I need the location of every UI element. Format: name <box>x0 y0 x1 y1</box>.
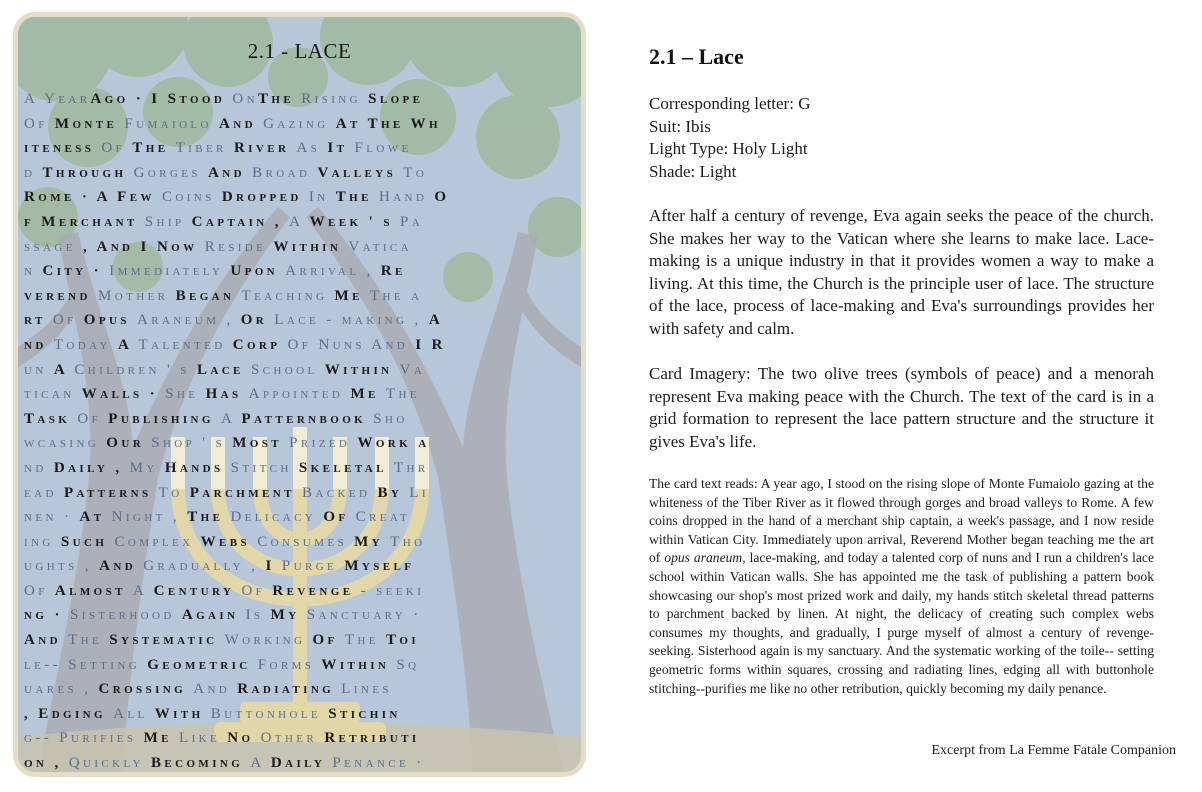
card-text-segment: Backed <box>302 484 378 501</box>
card-text-segment: verend <box>24 287 98 304</box>
card-text-segment: Mother <box>98 287 176 304</box>
card-text-segment: tican <box>24 386 82 403</box>
card-text-segment: Geometric <box>147 656 258 673</box>
card-text-segment: Corp <box>232 336 288 353</box>
card-text-segment: Upon <box>230 263 286 280</box>
card-text-segment: Appointed <box>248 386 351 403</box>
card-text-segment: The <box>335 189 379 206</box>
card-text-grid <box>24 87 578 772</box>
card-text-segment: Gradually , <box>143 558 266 575</box>
card-text-segment: Work a <box>357 435 430 452</box>
card-text-row <box>24 628 578 653</box>
card-text-segment: Thr <box>393 459 429 476</box>
card-text-segment: Webs <box>200 533 258 550</box>
card-text-segment: The <box>385 386 420 403</box>
card-text-segment: Setting <box>68 656 148 673</box>
card-text-segment: Me <box>350 386 386 403</box>
card-text-segment: Patternbook <box>241 410 374 427</box>
card-text-segment: d <box>24 164 43 181</box>
card-text-segment: A <box>117 336 139 353</box>
card-text-segment: Publishing <box>108 410 221 427</box>
card-text-segment: Of Nuns <box>287 336 372 353</box>
card-text-segment: Such <box>60 533 115 550</box>
card-text-segment: nen · <box>24 509 80 526</box>
card-text-segment: Va <box>399 361 426 378</box>
card-text-segment: Other <box>260 730 325 747</box>
card-text-segment: Retributi <box>324 730 420 747</box>
card-text-segment: With <box>154 705 211 722</box>
card-text-segment: n <box>24 263 43 280</box>
card-text-row <box>24 284 578 309</box>
card-text-segment: My <box>129 459 165 476</box>
corresponding-letter: Corresponding letter: G <box>649 94 811 113</box>
card-text-row <box>24 554 578 579</box>
card-text-row <box>24 751 578 772</box>
card-text-segment: All <box>113 705 155 722</box>
card-text-row <box>24 677 578 702</box>
light-type: Light Type: Holy Light <box>649 139 808 158</box>
card-text-segment: on , <box>24 755 69 772</box>
card-text-segment: wcasing <box>24 435 107 452</box>
card-text-segment: ng · <box>24 607 71 624</box>
card-title: 2.1 - LACE <box>247 39 352 63</box>
card-text-segment: Forms <box>257 656 322 673</box>
card-text-segment: Merchant <box>41 213 145 230</box>
card-text-segment: Reside <box>204 238 274 255</box>
card-text-segment: Has <box>205 386 249 403</box>
card-text-segment: Working <box>224 632 313 649</box>
card-text-segment: Tiber <box>175 140 234 157</box>
card-text-row <box>24 161 578 186</box>
card-text-excerpt <box>649 475 1154 698</box>
card-text-segment: ssage <box>24 238 83 255</box>
card-text-segment: And <box>208 164 253 181</box>
card-text-segment: Shop ' s <box>151 435 233 452</box>
card-text-segment: Of <box>24 582 55 599</box>
card-text-segment: Of <box>323 509 356 526</box>
card-text-row <box>24 333 578 358</box>
card-text-segment: Systematic <box>109 632 225 649</box>
card-text-segment: Rome · A <box>24 189 118 206</box>
card-text-segment: Daily <box>270 755 333 772</box>
card-text-segment: Immediately <box>109 263 231 280</box>
card-text-segment: Gazing <box>263 115 336 132</box>
card-text-segment: The <box>132 140 176 157</box>
card-text-segment: Of <box>312 632 345 649</box>
card-text-segment: · I Stood <box>128 91 233 107</box>
card-text-segment: Parchment <box>189 484 302 501</box>
card-text-segment: The <box>187 509 231 526</box>
card-text-segment: nd <box>24 336 54 353</box>
card-text-row <box>24 726 578 751</box>
card-text-segment: I R <box>415 336 446 353</box>
card-text-row <box>24 456 578 481</box>
card-text-segment: Our <box>106 435 152 452</box>
card-text-segment: The a <box>369 287 423 304</box>
card-text-segment: My <box>354 533 391 550</box>
card-text-segment: Lace - making , <box>274 312 429 329</box>
card-text-row <box>24 87 578 112</box>
card-text-segment: On <box>232 91 258 107</box>
card-text-segment: Skeletal <box>298 459 394 476</box>
card-text-segment: O <box>434 189 450 206</box>
card-text-segment: It <box>327 140 355 157</box>
card-text-segment: Teaching <box>241 287 335 304</box>
card-text-row <box>24 259 578 284</box>
card-text-segment: Valleys <box>317 164 404 181</box>
card-text-segment: Ago <box>90 91 129 107</box>
card-text-segment: Hands <box>164 459 231 476</box>
card-text-segment: Me <box>334 287 370 304</box>
card-text-segment: A <box>289 213 310 230</box>
card-text-segment: Almost <box>54 582 134 599</box>
card-text-segment: And <box>219 115 264 132</box>
card-text-segment: Most <box>232 435 290 452</box>
card-text-row <box>24 481 578 506</box>
card-text-segment: River <box>233 140 297 157</box>
card-text-segment: A <box>220 410 242 427</box>
card-text-segment: Toi <box>386 632 420 649</box>
card-text-row <box>24 603 578 628</box>
card-text-segment: Becoming <box>150 755 251 772</box>
card-text-segment: And <box>24 632 69 649</box>
card-text-segment: ing <box>24 533 61 550</box>
card-text-segment: Like <box>179 730 228 747</box>
card-text-segment: ughts , <box>24 558 100 575</box>
card-text-segment: The <box>68 632 110 649</box>
card-text-segment: Opus <box>83 312 137 329</box>
card-text-segment: Vatica <box>348 238 412 255</box>
card-text-segment: Me <box>143 730 180 747</box>
card-text-row <box>24 112 578 137</box>
card-text-segment: Coins <box>162 189 222 206</box>
card-text-segment: By <box>377 484 410 501</box>
card-text-row <box>24 653 578 678</box>
card-face <box>18 17 581 772</box>
suit: Suit: Ibis <box>649 116 711 136</box>
card-text-segment: - seeki <box>360 582 425 599</box>
card-text-row <box>24 530 578 555</box>
card-text-segment: Prized <box>289 435 358 452</box>
card-text-segment: Children ' s <box>74 361 197 378</box>
card-text-row <box>24 358 578 383</box>
card-text-segment: Task <box>24 410 78 427</box>
excerpt-source: Excerpt from La Femme Fatale Companion <box>931 743 1176 758</box>
card-text-row <box>24 210 578 235</box>
card-text-segment: g-- <box>24 730 60 747</box>
card-text-segment: Sho <box>373 410 408 427</box>
card-text-row <box>24 235 578 260</box>
card-text-segment: No <box>227 730 261 747</box>
card-attributes <box>649 93 810 183</box>
card-text-segment: iteness <box>24 140 102 157</box>
card-text-segment: Of <box>241 582 273 599</box>
card-text-segment: ead <box>24 484 64 501</box>
card-text-segment: Quickly <box>68 755 151 772</box>
card-text-segment: Began <box>175 287 242 304</box>
card-text-segment: My <box>270 607 307 624</box>
card-text-segment: The <box>257 91 295 107</box>
card-text-segment: , Edging <box>24 705 114 722</box>
card-text-row <box>24 185 578 210</box>
card-text-segment: Night , <box>111 509 188 526</box>
card-text-row <box>24 407 578 432</box>
card-text-row <box>24 702 578 727</box>
card-text-segment: Captain , <box>191 213 290 230</box>
card-text-segment: Stitch <box>230 459 299 476</box>
card-text-segment: Buttonhole <box>210 705 329 722</box>
card-text-segment: At The Wh <box>335 115 441 132</box>
card-text-segment: And <box>371 336 416 353</box>
card-text-segment: uares , <box>24 681 99 698</box>
card-text-segment: le-- <box>24 656 69 673</box>
card-text-segment: Stichin <box>328 705 401 722</box>
card-text-segment: Penance · <box>332 755 425 772</box>
card-text-segment: Century <box>153 582 242 599</box>
card-text-segment: Through <box>42 164 134 181</box>
card-text-segment: Or <box>240 312 275 329</box>
card-text-segment: A <box>250 755 271 772</box>
story-paragraph: After half a century of revenge, Eva again seeks the peace of the church. She makes her way to the Vatican where she learns to make lace. Lace-making is a unique industry in that it provides women a way to make a living. At this time, the Church is the principle user of lace. The structure of the lace, process of lace-making and Eva's surroundings provides her with safety and calm. <box>649 206 1154 338</box>
card-text-segment: Again <box>181 607 246 624</box>
section-heading: 2.1 – Lace <box>649 44 744 69</box>
card-text-segment: She <box>165 386 206 403</box>
card-text-segment: Of <box>24 115 55 132</box>
card-text-segment: Purifies <box>59 730 144 747</box>
card-text-segment: As <box>296 140 328 157</box>
card-text-segment: A Year <box>24 91 91 107</box>
card-text-segment: Lace <box>196 361 251 378</box>
card-text-segment: Daily , <box>53 459 130 476</box>
card-text-segment: Flowe <box>354 140 412 157</box>
card-text-segment: Re <box>380 263 406 280</box>
card-text-row <box>24 308 578 333</box>
card-text-segment: Sanctuary · <box>306 607 422 624</box>
card-text-segment: City · <box>42 263 110 280</box>
card-text-segment: I <box>265 558 282 575</box>
card-text-segment: Dropped <box>221 189 309 206</box>
card-text-segment: Purge <box>281 558 345 575</box>
excerpt-italic: opus araneum <box>664 550 743 566</box>
card-text-segment: , And I <box>83 238 157 255</box>
card-text-segment: f <box>24 213 42 230</box>
card-text-segment: Li <box>409 484 429 501</box>
shade: Shade: Light <box>649 161 737 181</box>
card-text-segment: Walls · <box>81 386 166 403</box>
card-text-segment: Broad <box>252 164 318 181</box>
card-text-segment: To <box>158 484 190 501</box>
card-text-segment: Sq <box>396 656 420 673</box>
card-text-segment: un <box>24 361 54 378</box>
card-text-segment: The <box>344 632 386 649</box>
card-text-segment: A <box>53 361 75 378</box>
card-text-segment: Fumaiolo <box>124 115 220 132</box>
card-text-segment: School <box>250 361 325 378</box>
card-text-segment: Araneum , <box>136 312 241 329</box>
card-text-row <box>24 382 578 407</box>
card-text-segment: Rising <box>294 91 369 107</box>
card-text-segment: Radiating <box>237 681 342 698</box>
card-text-segment: Hand <box>378 189 435 206</box>
card-text-segment: Talented <box>138 336 233 353</box>
card-text-segment: Arrival , <box>285 263 381 280</box>
card-text-segment: Revenge <box>272 582 361 599</box>
card-text-segment: Of <box>77 410 109 427</box>
card-text-segment: Within <box>273 238 349 255</box>
imagery-paragraph: Card Imagery: The two olive trees (symbols of peace) and a menorah represent Eva making peace with the Church. The text of the card is in a grid formation to represent the lace pattern structure and the structure it gives Eva's life. <box>649 364 1154 451</box>
card-text-segment: And <box>99 558 144 575</box>
card-text-segment: Delicacy <box>230 509 324 526</box>
card-text-segment: Now <box>156 238 205 255</box>
card-text-segment: Within <box>321 656 397 673</box>
card-text-segment: Gorges <box>133 164 209 181</box>
card-text-segment: Ship <box>144 213 192 230</box>
card-text-row <box>24 579 578 604</box>
card-text-segment: In <box>308 189 336 206</box>
card-text-segment: Slope <box>368 91 424 107</box>
excerpt-part-2: , lace-making, and today a talented corp of nuns and I run a children's lace school within Vatican walls. She has appointed me the task of publishing a pattern book showcasing our shop's most prized work and daily, my hands stitch skeletal thread patterns to parchment backed by linen. At night, the delicacy of creating such complex webs consumes my thoughts, and gradually, I purge myself of almost a century of revenge-seeking. Sisterhood again is my sanctuary. And the systematic working of the toile-- setting geometric forms within squares, crossing and radiating lines, edging all with buttonhole stitching--purifies me like no other retribution, quickly becoming my daily penance. <box>649 550 1154 696</box>
card-text-segment: Patterns <box>63 484 159 501</box>
card-text-segment: Of <box>101 140 133 157</box>
card-text-segment: Today <box>53 336 118 353</box>
card-text-segment: A <box>428 312 444 329</box>
card-text-segment: Complex <box>114 533 201 550</box>
card-text-segment: To <box>403 164 428 181</box>
card-text-segment: Of <box>52 312 84 329</box>
card-text-row <box>24 431 578 456</box>
card-text-segment: Within <box>324 361 400 378</box>
card-text-segment: At <box>79 509 112 526</box>
card-text-segment: Pa <box>400 213 424 230</box>
card-text-segment: Myself <box>344 558 415 575</box>
card-text-segment: A <box>133 582 154 599</box>
card-text-segment: nd <box>24 459 54 476</box>
card-text-segment: Sisterhood <box>70 607 182 624</box>
card-text-segment: Tho <box>390 533 426 550</box>
card-text-segment: Consumes <box>257 533 355 550</box>
card-text-row <box>24 505 578 530</box>
card-text-segment: Monte <box>54 115 125 132</box>
card-text-segment: Crossing <box>98 681 194 698</box>
card-text-segment: Few <box>117 189 162 206</box>
card-text-row <box>24 136 578 161</box>
card-text-segment: rt <box>24 312 53 329</box>
card-text-segment: Is <box>245 607 271 624</box>
card-text-segment: Creat <box>355 509 411 526</box>
card-text-segment: Week ' s <box>309 213 400 230</box>
card-text-segment: Lines <box>341 681 392 698</box>
excerpt-part-1: The card text reads: A year ago, I stood on the rising slope of Monte Fumaiolo gazing at the whiteness of the Tiber River as it flowed through gorges and broad valleys to Rome. A few coins dropped in the hand of a merchant ship captain, a week's passage, and I now reside within Vatican City. Immediately upon arrival, Reverend Mother began teaching me the art of <box>649 476 1154 566</box>
card-text-segment: And <box>193 681 238 698</box>
tarot-card <box>13 12 586 777</box>
